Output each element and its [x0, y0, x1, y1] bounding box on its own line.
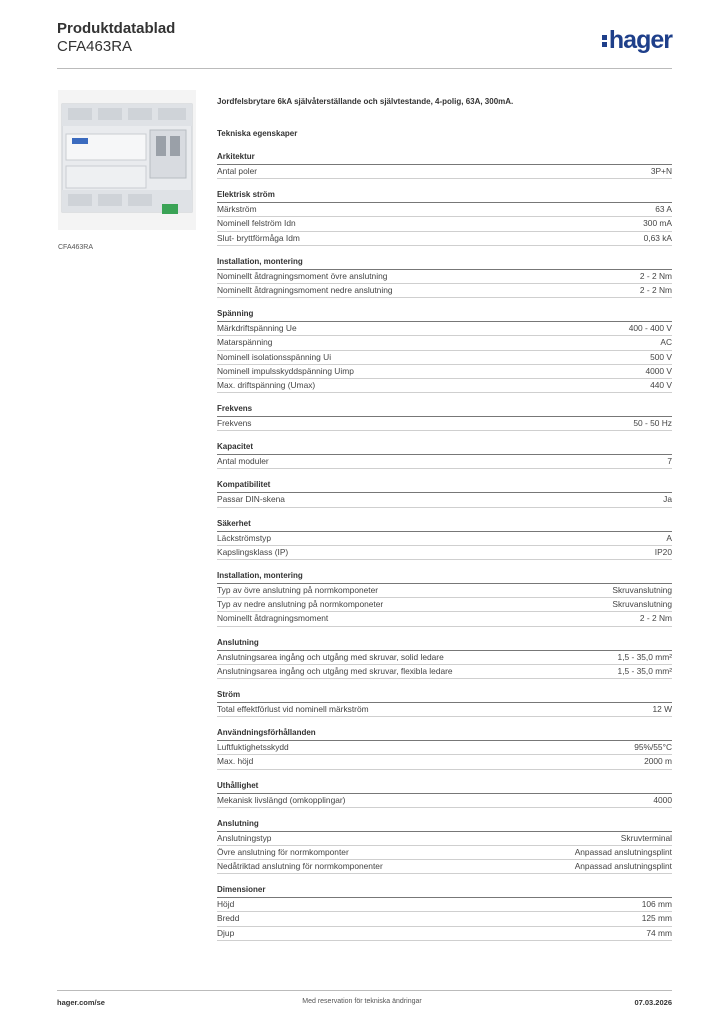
spec-value: 2000 m [644, 756, 672, 767]
spec-group-title: Kompatibilitet [217, 480, 672, 493]
spec-row [217, 651, 672, 665]
spec-value: 95%/55°C [634, 742, 672, 753]
spec-row [217, 794, 672, 808]
spec-label: Luftfuktighetsskydd [217, 742, 289, 753]
spec-row [217, 665, 672, 679]
spec-group [217, 190, 672, 246]
spec-row [217, 270, 672, 284]
spec-label: Max. höjd [217, 756, 254, 767]
spec-value: 74 mm [646, 927, 672, 938]
spec-value: 12 W [652, 703, 672, 714]
spec-value: 500 V [650, 351, 672, 362]
product-description: Jordfelsbrytare 6kA självåterställande och självtestande, 4-polig, 63A, 300mA. [217, 97, 514, 106]
spec-value: 50 - 50 Hz [633, 418, 672, 429]
spec-row [217, 217, 672, 231]
spec-row [217, 455, 672, 469]
spec-group [217, 885, 672, 941]
spec-label: Märkström [217, 204, 257, 215]
spec-row [217, 351, 672, 365]
spec-group [217, 519, 672, 560]
spec-row [217, 832, 672, 846]
spec-group [217, 309, 672, 393]
spec-label: Total effektförlust vid nominell märkström [217, 703, 369, 714]
spec-group-title: Elektrisk ström [217, 190, 672, 203]
footer-divider [57, 990, 672, 991]
spec-label: Anslutningstyp [217, 832, 272, 843]
spec-value: Skruvanslutning [612, 585, 672, 595]
spec-label: Matarspänning [217, 337, 273, 348]
spec-row [217, 860, 672, 874]
spec-group [217, 152, 672, 179]
spec-value: 400 - 400 V [628, 323, 672, 334]
spec-value: A [666, 532, 672, 543]
spec-value: Anpassad anslutningsplint [574, 861, 672, 872]
spec-value: AC [660, 337, 672, 348]
spec-group-title: Frekvens [217, 404, 672, 417]
footer-date: 07.03.2026 [634, 998, 672, 1007]
spec-group-title: Installation, montering [217, 571, 672, 584]
spec-value: 300 mA [643, 218, 672, 229]
spec-label: Mekanisk livslängd (omkopplingar) [217, 794, 346, 805]
spec-row [217, 322, 672, 336]
spec-label: Antal poler [217, 166, 258, 176]
spec-row [217, 379, 672, 393]
spec-group [217, 728, 672, 769]
spec-group-title: Uthållighet [217, 781, 672, 794]
spec-value: 2 - 2 Nm [639, 284, 672, 295]
section-title: Tekniska egenskaper [217, 129, 298, 138]
spec-group-title: Ström [217, 690, 672, 703]
spec-value: 1,5 - 35,0 mm² [617, 665, 672, 676]
spec-group [217, 638, 672, 679]
spec-group [217, 257, 672, 298]
spec-value: 1,5 - 35,0 mm² [617, 651, 672, 662]
spec-label: Nominellt åtdragningsmoment nedre anslutning [217, 284, 393, 295]
spec-value: 63 A [655, 204, 672, 215]
circuit-breaker-icon [58, 90, 196, 230]
spec-row [217, 741, 672, 755]
spec-label: Max. driftspänning (Umax) [217, 379, 316, 390]
spec-label: Nedåtriktad anslutning för normkomponenter [217, 861, 383, 872]
hager-logo [602, 26, 672, 55]
spec-value: 4000 [653, 794, 672, 805]
spec-row [217, 165, 672, 179]
spec-row [217, 532, 672, 546]
spec-label: Bredd [217, 913, 240, 924]
spec-groups [217, 152, 672, 941]
spec-label: Typ av övre anslutning på normkomponeter [217, 585, 379, 595]
spec-label: Märkdriftspänning Ue [217, 323, 297, 334]
spec-row [217, 493, 672, 507]
spec-row [217, 755, 672, 769]
spec-row [217, 284, 672, 298]
spec-group [217, 571, 672, 627]
product-photo [58, 90, 196, 230]
spec-label: Antal moduler [217, 456, 269, 467]
spec-label: Passar DIN-skena [217, 494, 285, 505]
spec-value: Skruvterminal [620, 832, 672, 843]
logo-dots-icon [602, 33, 608, 49]
spec-row [217, 584, 672, 598]
spec-row [217, 846, 672, 860]
spec-value: 2 - 2 Nm [639, 613, 672, 624]
photo-caption: CFA463RA [58, 244, 94, 251]
spec-group-title: Säkerhet [217, 519, 672, 532]
spec-label: Nominell felström Idn [217, 218, 296, 229]
spec-value: 4000 V [645, 365, 672, 376]
spec-value: Skruvanslutning [612, 599, 672, 610]
spec-row [217, 232, 672, 246]
spec-label: Nominell isolationsspänning Ui [217, 351, 332, 362]
spec-group-title: Kapacitet [217, 442, 672, 455]
spec-group [217, 480, 672, 507]
header-divider [57, 68, 672, 69]
spec-content [217, 97, 672, 952]
spec-group [217, 819, 672, 875]
spec-label: Övre anslutning för normkomponter [217, 846, 349, 857]
spec-label: Kapslingsklass (IP) [217, 546, 289, 557]
spec-group [217, 690, 672, 717]
spec-row [217, 546, 672, 560]
spec-group-title: Arkitektur [217, 152, 672, 165]
spec-group-title: Spänning [217, 309, 672, 322]
product-code: CFA463RA [57, 38, 133, 55]
spec-value: Anpassad anslutningsplint [574, 846, 672, 857]
spec-group-title: Anslutning [217, 819, 672, 832]
spec-row [217, 927, 672, 941]
spec-label: Typ av nedre anslutning på normkomponeter [217, 599, 384, 610]
spec-group-title: Användningsförhållanden [217, 728, 672, 741]
spec-group [217, 781, 672, 808]
spec-label: Nominellt åtdragningsmoment övre anslutning [217, 270, 388, 281]
spec-label: Höjd [217, 899, 235, 910]
spec-label: Anslutningsarea ingång och utgång med skruvar, flexibla ledare [217, 665, 453, 676]
logo-text: hager [608, 26, 672, 54]
footer-note: Med reservation för tekniska ändringar [302, 998, 422, 1005]
spec-label: Nominell impulsskyddspänning Uimp [217, 365, 354, 376]
spec-value: 106 mm [641, 899, 672, 910]
spec-label: Djup [217, 927, 235, 938]
spec-row [217, 365, 672, 379]
spec-group-title: Installation, montering [217, 257, 672, 270]
spec-label: Anslutningsarea ingång och utgång med skruvar, solid ledare [217, 651, 444, 662]
spec-value: 0,63 kA [643, 232, 672, 243]
spec-value: 125 mm [641, 913, 672, 924]
spec-group [217, 442, 672, 469]
spec-value: 440 V [650, 379, 672, 390]
spec-row [217, 898, 672, 912]
spec-value: IP20 [654, 546, 672, 557]
spec-row [217, 598, 672, 612]
spec-group-title: Anslutning [217, 638, 672, 651]
spec-label: Läckströmstyp [217, 532, 271, 543]
spec-row [217, 912, 672, 926]
spec-value: 3P+N [650, 166, 672, 176]
footer-website: hager.com/se [57, 998, 105, 1007]
spec-label: Nominellt åtdragningsmoment [217, 613, 329, 624]
spec-row [217, 703, 672, 717]
page-title: Produktdatablad [57, 20, 176, 37]
spec-row [217, 336, 672, 350]
spec-group [217, 404, 672, 431]
spec-row [217, 612, 672, 626]
spec-group-title: Dimensioner [217, 885, 672, 898]
spec-value: 7 [667, 456, 672, 467]
spec-row [217, 203, 672, 217]
spec-row [217, 417, 672, 431]
spec-value: 2 - 2 Nm [639, 270, 672, 281]
spec-label: Frekvens [217, 418, 252, 429]
spec-value: Ja [663, 494, 672, 505]
spec-label: Slut- bryttförmåga Idm [217, 232, 300, 243]
